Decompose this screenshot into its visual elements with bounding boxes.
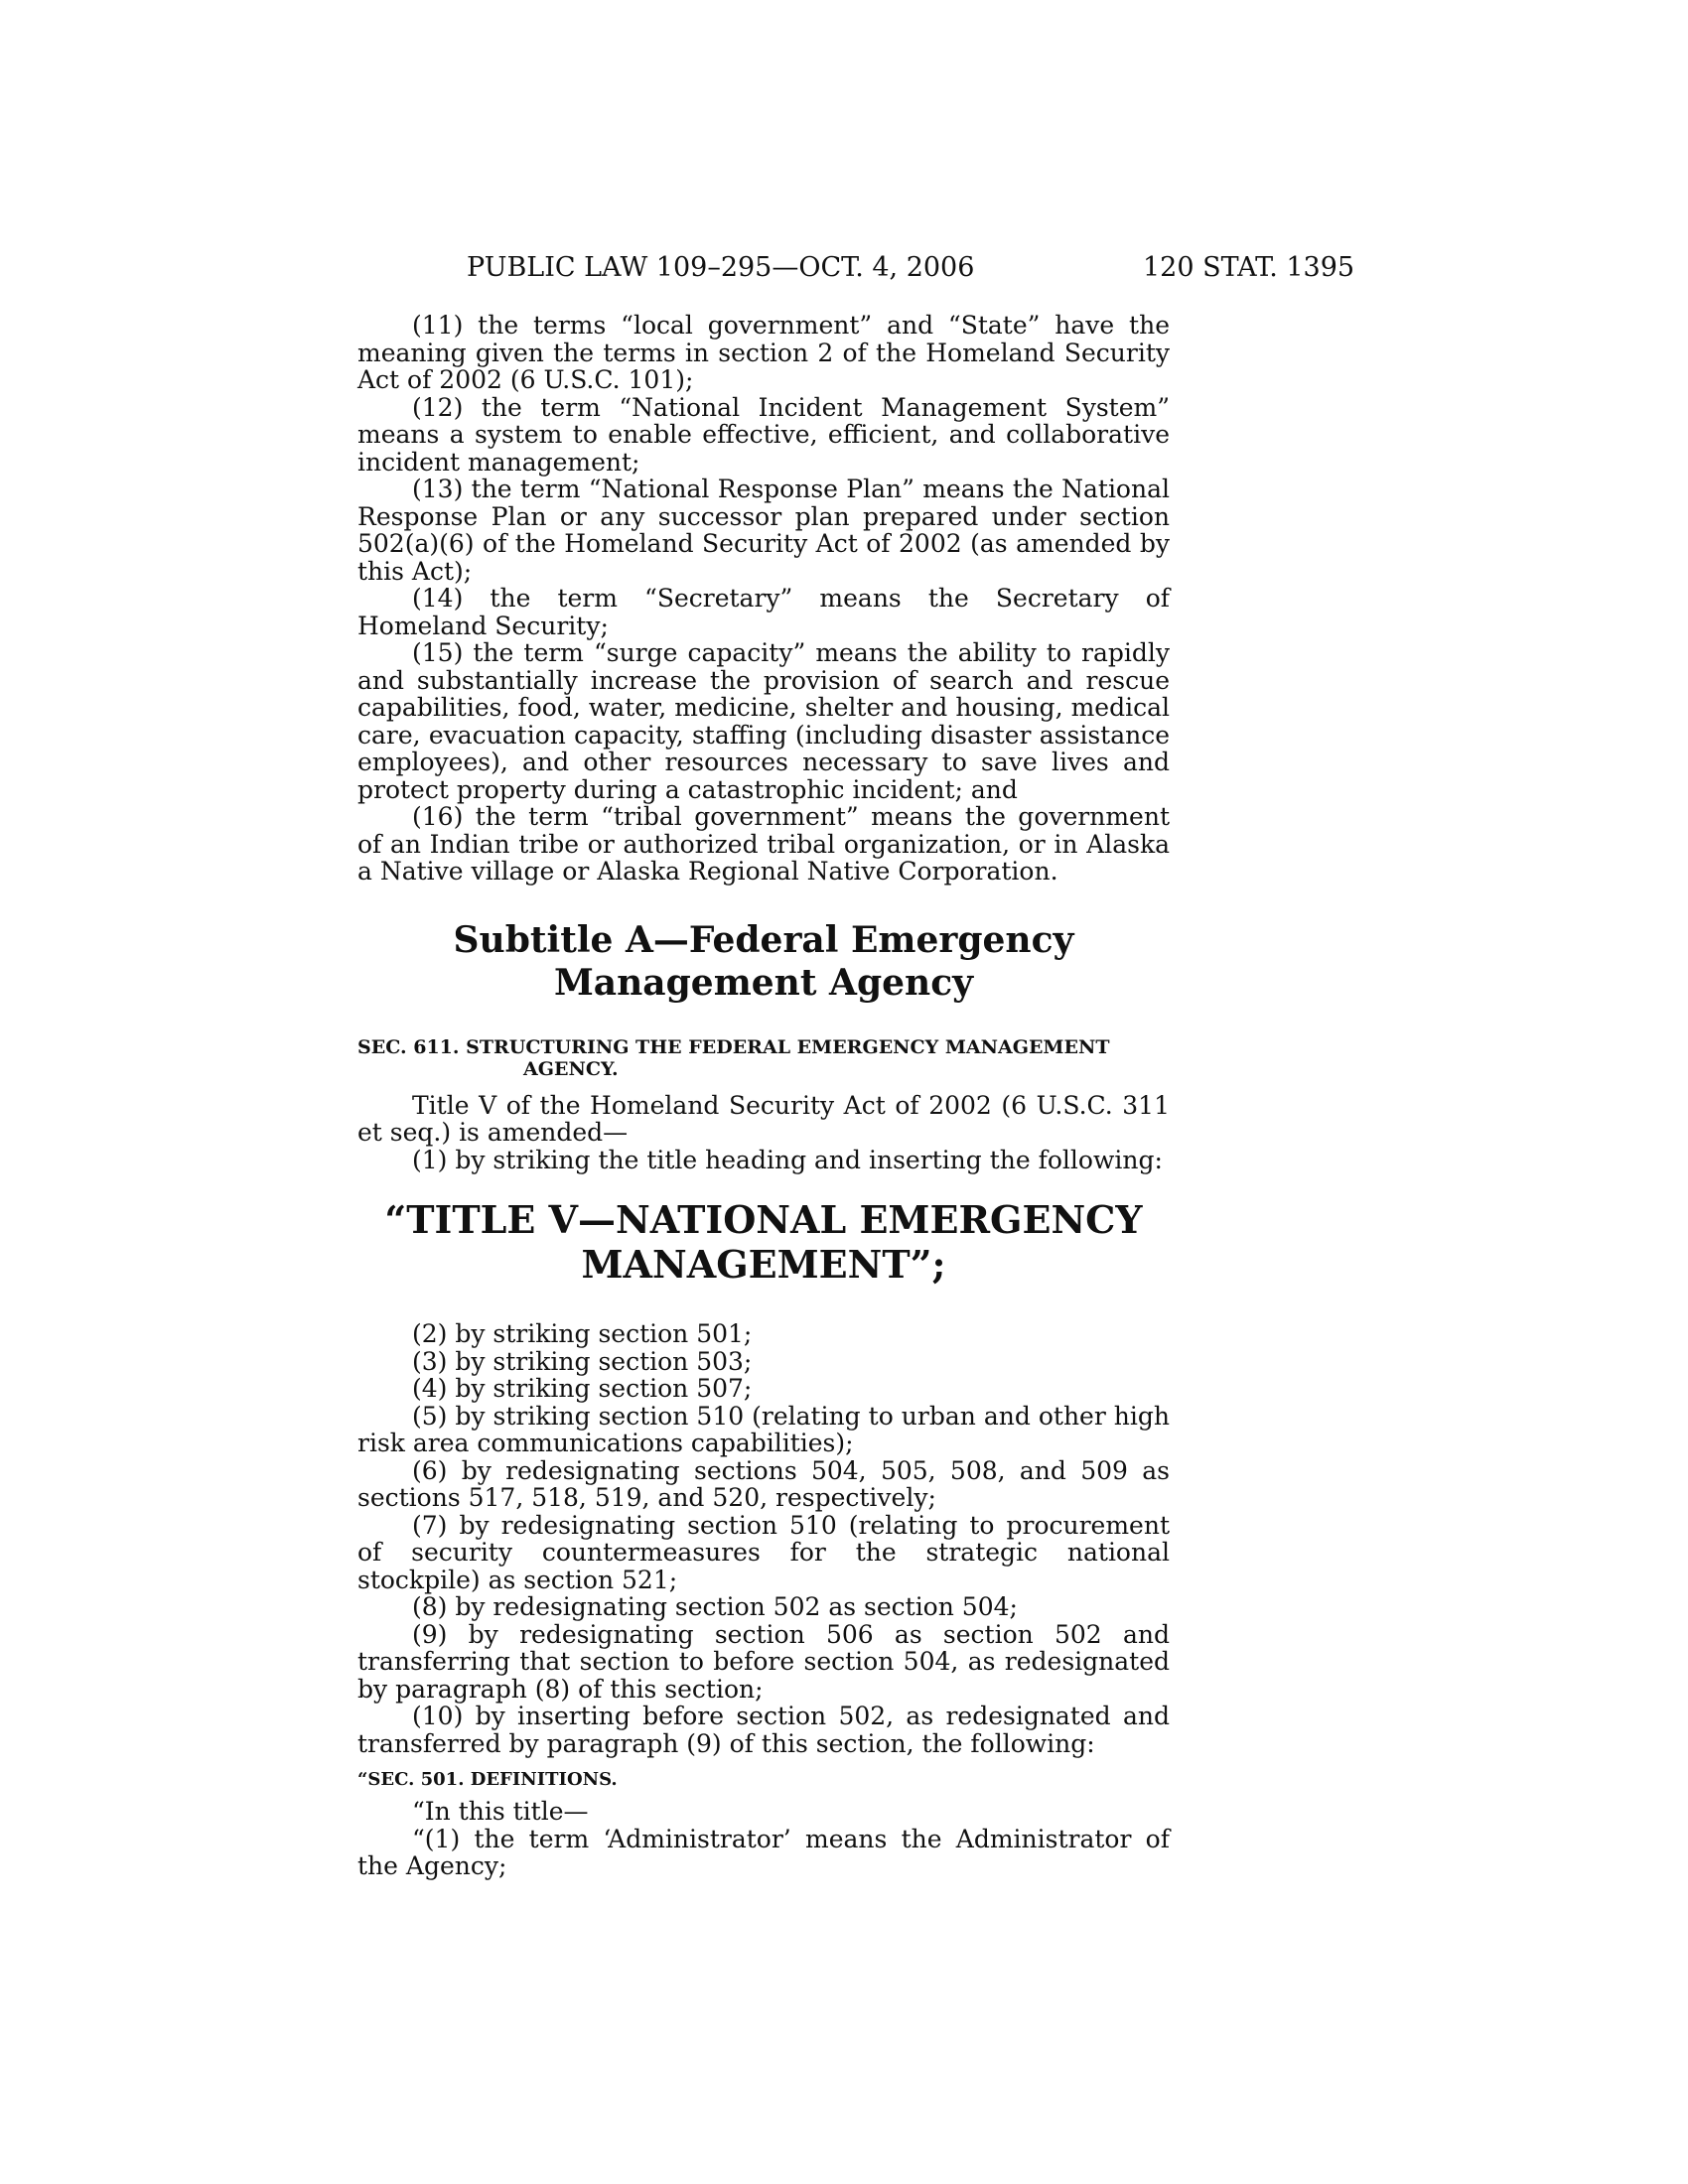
legislative-text [357, 312, 1170, 1880]
section-501-intro: “In this title— [412, 1797, 589, 1826]
definition-paragraph-15: (15) the term “surge capacity” means the ability to rapidly and substantially increase the provision of search and rescue capabilities, food, water, medicine, shelter and housing, medical care, evacuation capacity, staffing (including disaster assistance employees), and other resources necessary to save lives and protect property during a catastrophic incident; and [357, 638, 1170, 804]
amendment-paragraph-7: (7) by redesignating section 510 (relating to procurement of security countermeasures for the strategic national stockpile) as section 521; [357, 1510, 1170, 1594]
definition-paragraph-12: (12) the term “National Incident Management System” means a system to enable effective, efficient, and collaborative incident management; [357, 392, 1170, 477]
subtitle-heading-line-1: Subtitle A—Federal Emergency [453, 918, 1074, 961]
inserted-title-heading [357, 1197, 1170, 1287]
amendment-paragraph-1: (1) by striking the title heading and inserting the following: [412, 1145, 1163, 1174]
running-title: PUBLIC LAW 109–295—OCT. 4, 2006 [467, 252, 975, 283]
amendment-paragraph-5: (5) by striking section 510 (relating to urban and other high risk area communications capabilities); [357, 1401, 1170, 1457]
section-611-intro: Title V of the Homeland Security Act of 2002 (6 U.S.C. 311 et seq.) is amended— [357, 1090, 1170, 1147]
definitions-list-continued [357, 312, 1170, 886]
section-title-line-1: STRUCTURING THE FEDERAL EMERGENCY MANAGEMENT [466, 1035, 1110, 1058]
inserted-title-line-2: MANAGEMENT”; [581, 1242, 946, 1287]
amendment-paragraph-2: (2) by striking section 501; [412, 1319, 753, 1348]
statute-page-number: 120 STAT. 1395 [1143, 252, 1355, 283]
section-501-definitions-heading: “SEC. 501. DEFINITIONS. [357, 1769, 618, 1790]
amendment-paragraph-3: (3) by striking section 503; [412, 1346, 753, 1376]
amendment-paragraph-4: (4) by striking section 507; [412, 1374, 753, 1403]
subtitle-heading [357, 919, 1170, 1005]
subtitle-heading-line-2: Management Agency [553, 961, 974, 1004]
administrator-definition: “(1) the term ‘Administrator’ means the Administrator of the Agency; [357, 1824, 1170, 1880]
amendment-paragraph-10: (10) by inserting before section 502, as redesignated and transferred by paragraph (9) of this section, the following: [357, 1702, 1170, 1758]
section-number: SEC. 611. [357, 1035, 460, 1058]
definition-paragraph-13: (13) the term “National Response Plan” means the National Response Plan or any successor plan prepared under section 502(a)(6) of the Homeland Security Act of 2002 (as amended by this Act); [357, 475, 1170, 586]
definition-paragraph-11: (11) the terms “local government” and “State” have the meaning given the terms in section 2 of the Homeland Security Act of 2002 (6 U.S.C. 101); [357, 311, 1170, 394]
section-title-line-2: AGENCY. [523, 1057, 619, 1080]
definition-paragraph-16: (16) the term “tribal government” means the government of an Indian tribe or authorized tribal organization, or in Alaska a Native village or Alaska Regional Native Corporation. [357, 802, 1170, 886]
definition-paragraph-14: (14) the term “Secretary” means the Secretary of Homeland Security; [357, 584, 1170, 640]
amendment-paragraph-6: (6) by redesignating sections 504, 505, 508, and 509 as sections 517, 518, 519, and 520, respectively; [357, 1455, 1170, 1512]
inserted-title-line-1: “TITLE V—NATIONAL EMERGENCY [384, 1197, 1143, 1242]
running-header [0, 248, 1688, 288]
amendments-list [357, 1320, 1170, 1757]
amendment-paragraph-8: (8) by redesignating section 502 as section 504; [412, 1592, 1018, 1621]
section-611-heading [357, 1036, 1170, 1080]
amendment-paragraph-9: (9) by redesignating section 506 as section 502 and transferring that section to before section 504, as redesignated by paragraph (8) of this section; [357, 1619, 1170, 1704]
